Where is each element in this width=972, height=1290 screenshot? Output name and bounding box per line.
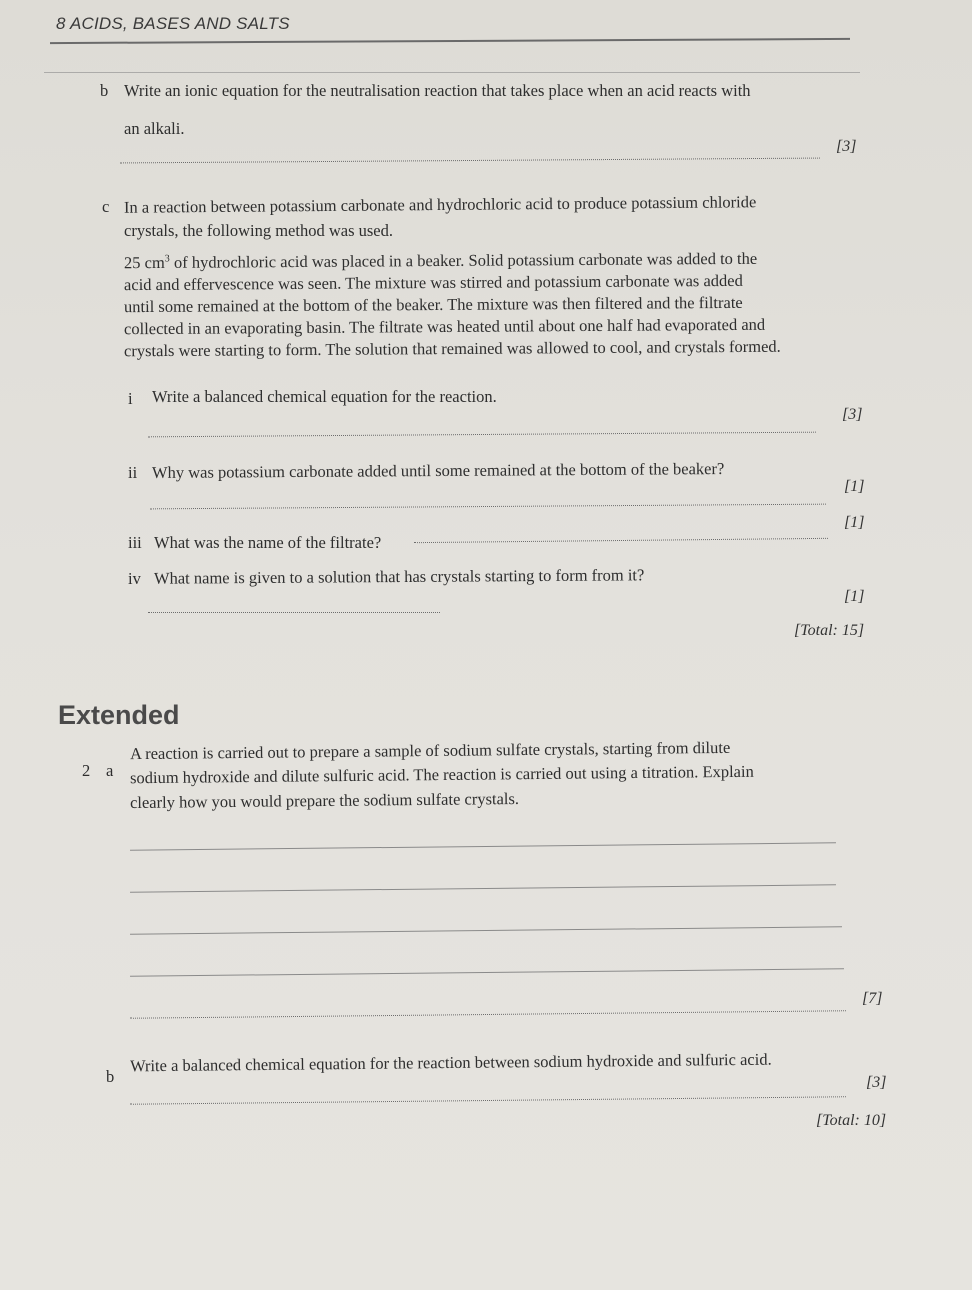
q1civ-label: iv [128, 569, 141, 588]
q1ciii-label: iii [128, 533, 142, 552]
q1b-label: b [100, 81, 109, 100]
q1c-text-line2: crystals, the following method was used. [124, 221, 393, 240]
q1ciii-marks: [1] [844, 514, 865, 531]
q2a-answer-line-1[interactable] [130, 842, 836, 850]
q1cii-label: ii [128, 463, 138, 482]
q2a-answer-line-4[interactable] [130, 968, 844, 976]
q1ci-text: Write a balanced chemical equation for the reaction. [152, 387, 497, 406]
q2a-answer-line-5[interactable] [130, 1010, 846, 1018]
extended-heading: Extended [58, 700, 180, 730]
method-volume-unit: cm [144, 252, 165, 273]
q2-total: [Total: 10] [816, 1112, 887, 1129]
q2b-marks: [3] [866, 1074, 887, 1091]
q1b-text-line2: an alkali. [124, 119, 185, 138]
header-rule [50, 38, 850, 44]
q2a-marks: [7] [862, 990, 883, 1007]
q1cii-text: Why was potassium carbonate added until some remained at the bottom of the beaker? [151, 459, 725, 482]
method-volume-value: 25 [123, 253, 141, 273]
q2-number: 2 [82, 761, 91, 780]
q2a-text-line1: A reaction is carried out to prepare a sample of sodium sulfate crystals, starting from dilute [129, 737, 731, 764]
q1c-method-line2: acid and effervescence was seen. The mixture was stirred and potassium carbonate was added [123, 270, 743, 295]
q1ciii-text: What was the name of the filtrate? [154, 533, 382, 552]
q2a-label: a [106, 761, 114, 780]
q1ciii-answer-line[interactable] [414, 538, 828, 543]
chapter-header: 8 ACIDS, BASES AND SALTS [56, 14, 290, 33]
method-volume-sup: 3 [164, 253, 170, 265]
q1civ-marks: [1] [844, 588, 865, 605]
q1c-method-line3: until some remained at the bottom of the beaker. The mixture was then filtered and the filtrate [123, 292, 743, 317]
q1c-method-line4: collected in an evaporating basin. The filtrate was heated until about one half had evaporated and [123, 314, 766, 339]
section-divider [44, 72, 860, 73]
q1civ-answer-line[interactable] [148, 612, 440, 613]
q1b-text-line1: Write an ionic equation for the neutralisation reaction that takes place when an acid reacts with [124, 81, 751, 100]
q1c-text-line1: In a reaction between potassium carbonate and hydrochloric acid to produce potassium chloride [123, 192, 757, 217]
q2a-answer-line-2[interactable] [130, 884, 836, 892]
q1b-answer-line[interactable] [120, 158, 820, 164]
q1ci-answer-line[interactable] [148, 432, 816, 438]
q2a-text-line3: clearly how you would prepare the sodium sulfate crystals. [129, 788, 520, 813]
q2b-answer-line[interactable] [130, 1096, 846, 1104]
q2b-text: Write a balanced chemical equation for the reaction between sodium hydroxide and sulfuric acid. [129, 1049, 772, 1076]
q2a-answer-line-3[interactable] [130, 926, 842, 934]
q1-total: [Total: 15] [794, 622, 865, 639]
q1ci-marks: [3] [842, 406, 863, 423]
q1c-label: c [102, 197, 110, 216]
q1ci-label: i [128, 389, 133, 408]
q1b-marks: [3] [836, 138, 857, 155]
q1cii-marks: [1] [844, 478, 865, 495]
q1c-method-line5: crystals were starting to form. The solution that remained was allowed to cool, and crystals formed. [123, 336, 781, 361]
q1civ-text: What name is given to a solution that has crystals starting to form from it? [153, 565, 645, 588]
q2a-text-line2: sodium hydroxide and dilute sulfuric acid. The reaction is carried out using a titration. Explain [129, 761, 754, 788]
method-line1-rest: of hydrochloric acid was placed in a beaker. Solid potassium carbonate was added to the [169, 248, 758, 272]
q2b-label: b [106, 1067, 115, 1086]
q1cii-answer-line[interactable] [150, 504, 826, 510]
